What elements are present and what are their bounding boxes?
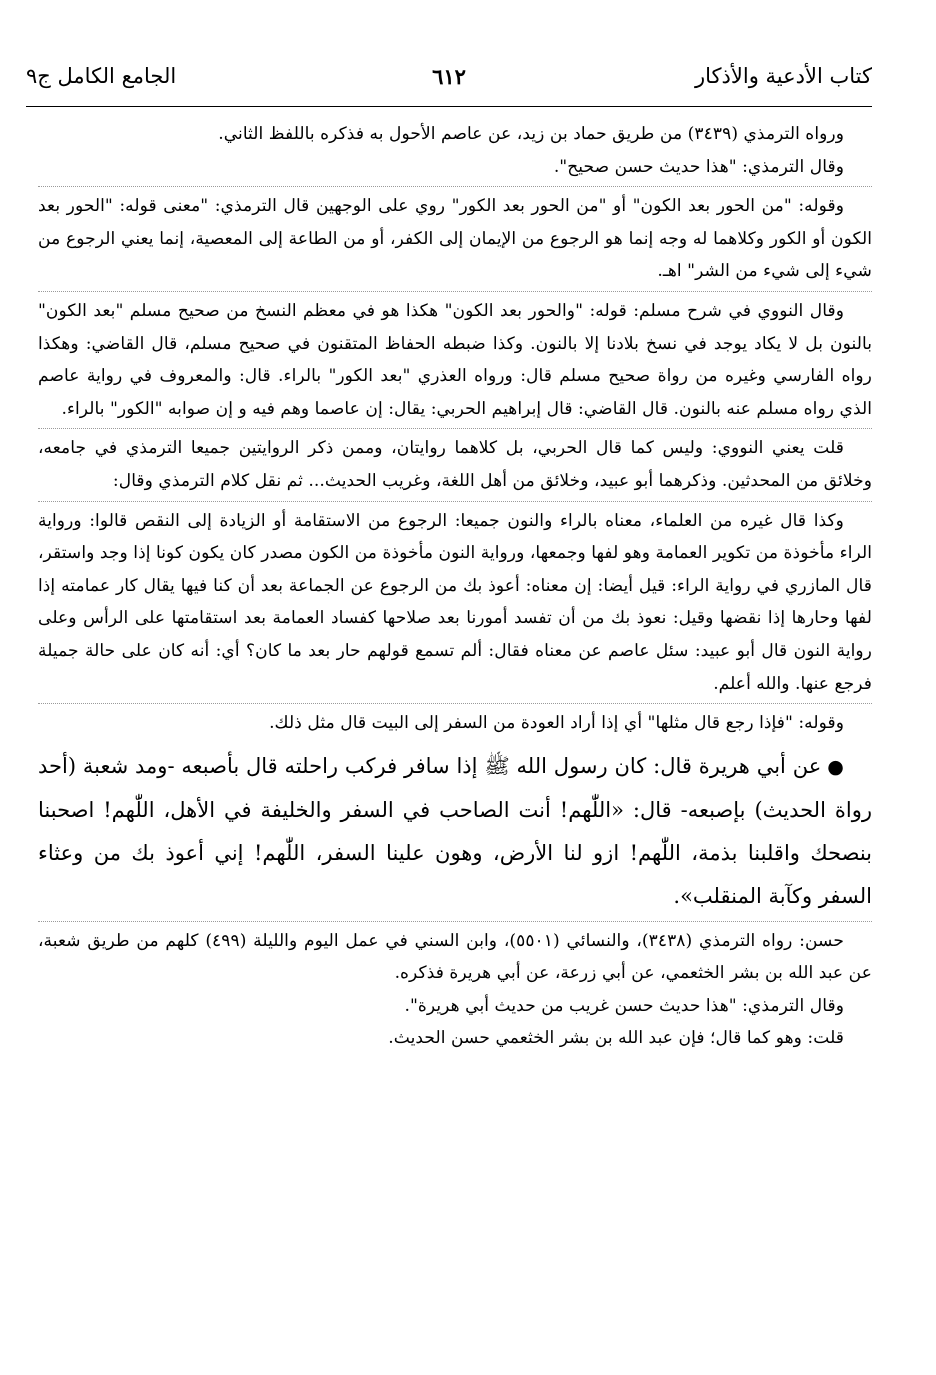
paragraph-tirmidhi-grade: وقال الترمذي: "هذا حديث حسن صحيح". xyxy=(553,156,844,177)
paragraph-scholars: وكذا قال غيره من العلماء، معناه بالراء والنون جميعا: الرجوع من الاستقامة أو الزيادة إلى النقص قالوا: ورواية الراء مأخوذة من تكوير العمامة وهو لفها وجمعها، ورواية النون مأخوذة من الكون مصدر كان يكون كونا إذا وجد واستقر، قال المازري في رواية الراء: قيل أيضا: إن معناه: أعوذ بك من الرجوع عن الجماعة بعد أن كنا فيها يقال كار عمامته إذا لفها وحارها إذا نقضها وقيل: نعوذ بك من أن تفسد أمورنا بعد صلاحها كفساد العمامة بعد استقامتها على الرأس وعلى رواية النون قال أبو عبيد: سئل عاصم عن معناه فقال: ألم تسمع قولهم حار بعد ما كان؟ أي: أنه كان على حالة جميلة فرجع عنها. والله أعلم. xyxy=(38,510,872,694)
page-body xyxy=(38,118,872,1055)
hadith-text xyxy=(38,745,872,918)
hadith-body: عن أبي هريرة قال: كان رسول الله ﷺ إذا سافر فركب راحلته قال بأصبعه -ومد شعبة (أحد رواة الحديث) بإصبعه- قال: «اللّٰهم! أنت الصاحب في السفر والخليفة في الأهل، اللّٰهم! اصحبنا بنصحك واقلبنا بذمة، اللّٰهم! ازو لنا الأرض، وهون علينا السفر، اللّٰهم! إني أعوذ بك من وعثاء السفر وكآبة المنقلب». xyxy=(38,753,872,908)
paragraph-divider xyxy=(38,186,872,187)
page-number: ٦١٢ xyxy=(432,64,466,89)
paragraph-tirmidhi-route: ورواه الترمذي (٣٤٣٩) من طريق حماد بن زيد، عن عاصم الأحول به فذكره باللفظ الثاني. xyxy=(218,124,844,144)
paragraph-divider xyxy=(38,921,872,922)
bullet-icon: ● xyxy=(827,755,844,778)
paragraph-conclusion: قلت: وهو كما قال؛ فإن عبد الله بن بشر الخثعمي حسن الحديث. xyxy=(388,1028,844,1049)
paragraph-divider xyxy=(38,703,872,704)
book-title: كتاب الأدعية والأذكار xyxy=(695,64,872,88)
paragraph-divider xyxy=(38,428,872,429)
paragraph-takhrij: حسن: رواه الترمذي (٣٤٣٨)، والنسائي (٥٥٠١)، وابن السني في عمل اليوم والليلة (٤٩٩) كلهم من طريق شعبة، عن عبد الله بن بشر الخثعمي، عن أبي زرعة، عن أبي هريرة فذكره. xyxy=(38,930,872,984)
paragraph-divider xyxy=(38,291,872,292)
header-divider xyxy=(26,106,872,107)
page-header xyxy=(26,58,872,98)
paragraph-hawr-meaning: وقوله: "من الحور بعد الكون" أو "من الحور بعد الكور" روي على الوجهين قال الترمذي: "معنى قوله: "الحور بعد الكون أو الكور وكلاهما له وجه إنما هو الرجوع من الإيمان إلى الكفر، أو من الطاعة إلى المعصية، إنما يعني الرجوع من شيء إلى شيء من الشر" اهـ. xyxy=(38,196,872,282)
paragraph-tirmidhi-grade-2: وقال الترمذي: "هذا حديث حسن غريب من حديث أبي هريرة". xyxy=(404,995,844,1016)
paragraph-nawawi: وقال النووي في شرح مسلم: قوله: "والحور بعد الكون" هكذا هو في معظم النسخ من صحيح مسلم "بعد الكون" بالنون بل لا يكاد يوجد في نسخ بلادنا إلا بالنون. وكذا ضبطه الحفاظ المتقنون في صحيح مسلم، قال القاضي: وهكذا رواه الفارسي وغيره من رواة صحيح مسلم قال: ورواه العذري "بعد الكور" بالراء. قال: والمعروف في رواية عاصم الذي رواه مسلم عنه بالنون. قال القاضي: قال إبراهيم الحربي: يقال: إن عاصما وهم فيه و إن صوابه "الكور" بالراء. xyxy=(38,300,872,419)
paragraph-return-saying: وقوله: "فإذا رجع قال مثلها" أي إذا أراد العودة من السفر إلى البيت قال مثل ذلك. xyxy=(269,713,844,734)
series-title: الجامع الكامل ج٩ xyxy=(26,64,177,88)
paragraph-author-comment: قلت يعني النووي: وليس كما قال الحربي، بل كلاهما روايتان، وممن ذكر الروايتين جميعا الترمذي في جامعه، وخلائق من المحدثين. وذكرهما أبو عبيد، وخلائق من أهل اللغة، وغريب الحديث... ثم نقل كلام الترمذي وقال: xyxy=(38,438,872,491)
paragraph-divider xyxy=(38,501,872,502)
